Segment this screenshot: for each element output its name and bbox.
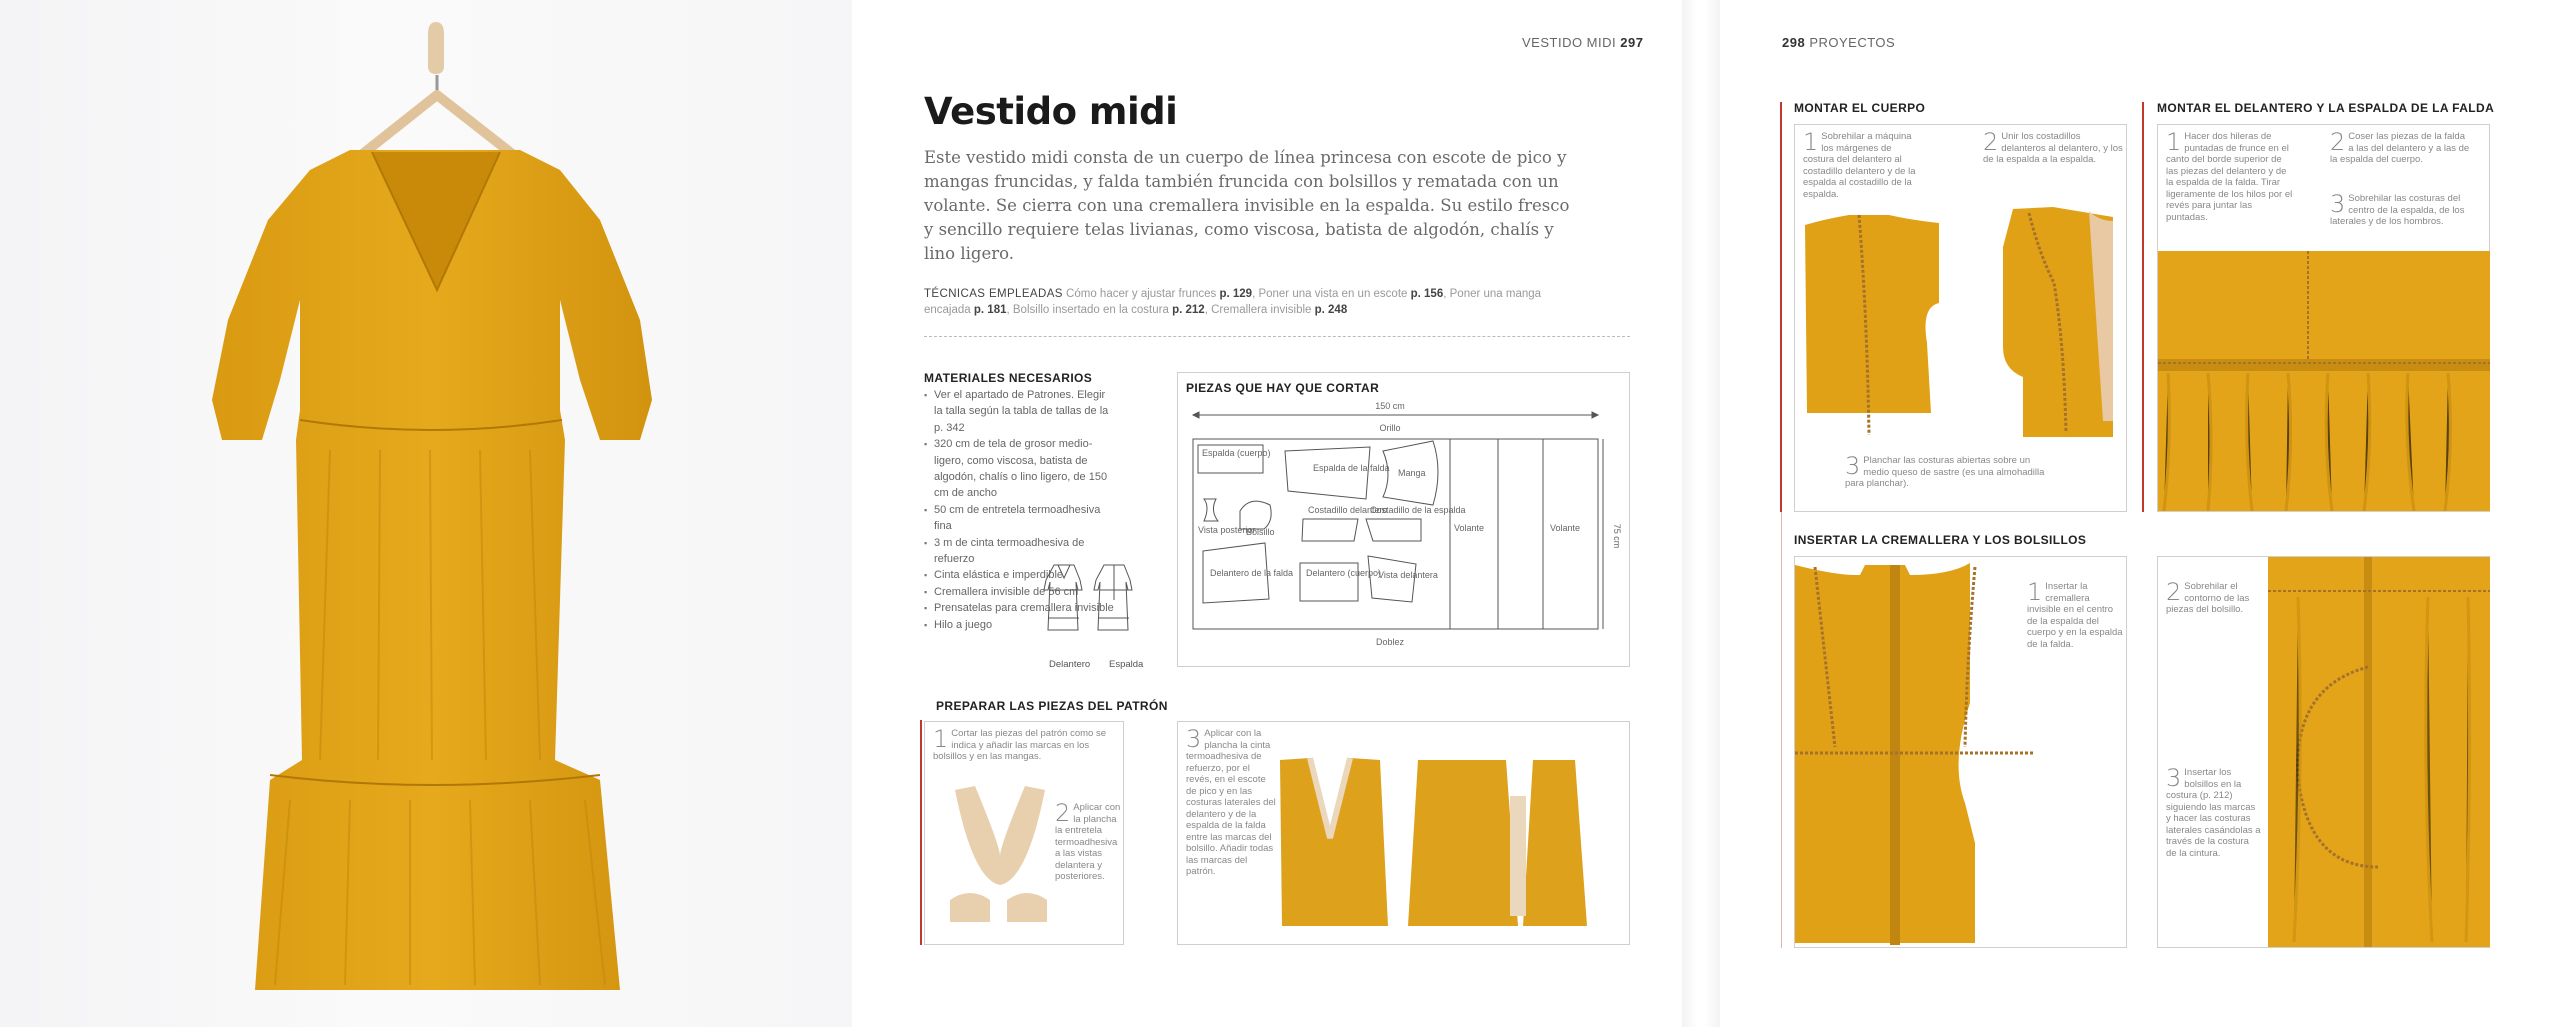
step-number: 2	[1983, 128, 1999, 156]
fold-label: Doblez	[1375, 637, 1405, 647]
step-number: 2	[1055, 799, 1071, 827]
page-297	[852, 0, 1682, 1027]
prep-step-3	[1186, 725, 1276, 878]
step-text: Insertar los bolsillos en la costura (p. 212) siguiendo las marcas y hacer las costuras laterales casándolas a través de la costura de la cintura.	[2166, 767, 2261, 859]
pocket-step-2	[2166, 578, 2261, 616]
list-item: ▪ 3 m de cinta termoadhesiva de refuerzo	[924, 535, 1114, 568]
bodice-step-2	[1983, 128, 2123, 166]
step-text: Sobrehilar a máquina los márgenes de costura del delantero al costadillo delantero y de la espalda al costadillo de la espalda.	[1803, 131, 1916, 200]
skirt-step-1	[2166, 128, 2296, 223]
step-text: Planchar las costuras abiertas sobre un medio queso de sastre (es una almohadilla para planchar).	[1845, 455, 2045, 489]
step-text: Insertar la cremallera invisible en el centro de la espalda del cuerpo y en la espalda de la falda.	[2027, 581, 2123, 650]
selvedge-label: Orillo	[1379, 423, 1401, 433]
piece-label: Manga	[1398, 468, 1426, 478]
piece-label: Bolsillo	[1246, 527, 1275, 537]
step-text: Unir los costadillos delanteros al delantero, y los de la espalda a la espalda.	[1983, 131, 2123, 165]
technique-text: Bolsillo insertado en la costura	[1012, 304, 1169, 316]
step-number: 1	[1803, 128, 1819, 156]
section-divider	[924, 336, 1630, 337]
step-text: Hacer dos hileras de puntadas de frunce en el canto del borde superior de las piezas del delantero y de la espalda de la falda. Tirar ligeramente de los hilos por el revés para juntar las puntadas.	[2166, 131, 2293, 223]
prep-title: PREPARAR LAS PIEZAS DEL PATRÓN	[936, 699, 1168, 713]
pocket-step-3	[2166, 764, 2261, 859]
techniques-used: TÉCNICAS EMPLEADAS Cómo hacer y ajustar frunces p. 129, Poner una vista en un escote p. 156, Poner una manga encajada p. 181, Bolsillo insertado en la costura p. 212, Cremallera invisible p. 248	[924, 288, 1542, 316]
step-text: Cortar las piezas del patrón como se indica y añadir las marcas en los bolsillos y en las mangas.	[933, 728, 1106, 762]
sketch-label-front: Delantero	[1049, 659, 1091, 670]
step-number: 3	[2330, 190, 2346, 218]
prep-step-1	[933, 725, 1113, 763]
running-head-title: VESTIDO MIDI	[1522, 35, 1617, 50]
width-label: 150 cm	[1375, 401, 1405, 411]
skirt-gathers-image	[2158, 251, 2490, 511]
section-title-skirt: MONTAR EL DELANTERO Y LA ESPALDA DE LA FALDA	[2157, 101, 2495, 115]
technique-text: Cómo hacer y ajustar frunces	[1066, 288, 1217, 300]
dress-image	[0, 0, 852, 1027]
page-number: 297	[1620, 35, 1644, 50]
zip-image	[1795, 557, 2035, 947]
bodice-step-3	[1845, 452, 2045, 490]
section-marker	[2142, 102, 2144, 512]
zip-box	[1794, 556, 2127, 948]
intro-paragraph: Este vestido midi consta de un cuerpo de línea princesa con escote de pico y mangas fruncidas, y falda también fruncida con bolsillos y rematada con un volante. Se cierra con una cremallera invisible en la espalda. Su estilo fresco y sencillo requiere telas livianas, como viscosa, batista de algodón, chalís y lino ligero.	[924, 148, 1570, 263]
piece-label: Volante	[1550, 523, 1581, 533]
bodice-step-1	[1803, 128, 1923, 200]
page-fold	[1682, 0, 1720, 1027]
step-number: 3	[1845, 452, 1861, 480]
step-number: 1	[2166, 128, 2182, 156]
zip-step-1	[2027, 578, 2123, 650]
prep-box-1	[924, 721, 1124, 945]
technique-text: Cremallera invisible	[1211, 304, 1312, 316]
section-marker	[920, 720, 922, 945]
step-text: Aplicar con la plancha la entretela termoadhesiva a las vistas delantera y posteriores.	[1055, 802, 1121, 882]
step-number: 3	[1186, 725, 1202, 753]
step-number: 2	[2330, 128, 2346, 156]
length-label: 75 cm	[1612, 523, 1622, 549]
list-item: ▪ Prensatelas para cremallera invisible	[924, 600, 1114, 616]
step-number: 1	[2027, 578, 2043, 606]
running-head-left	[1522, 35, 1643, 50]
page-number: 298	[1782, 35, 1806, 50]
technique-page: p. 156	[1410, 288, 1444, 300]
technique-page: p. 129	[1219, 288, 1253, 300]
list-item: ▪ Cremallera invisible de 56 cm	[924, 584, 1114, 600]
list-item: ▪ 320 cm de tela de grosor medio-ligero, como viscosa, batista de algodón, chalís o lino ligero, de 150 cm de ancho	[924, 436, 1114, 502]
bodice-seams-image	[1799, 199, 2124, 439]
technique-page: p. 248	[1314, 304, 1348, 316]
pocket-image	[2268, 557, 2490, 947]
technique-page: p. 212	[1172, 304, 1205, 316]
section-line	[1781, 512, 1782, 948]
piece-label: Vista posterior	[1198, 525, 1256, 535]
prep-step-2	[1055, 799, 1123, 883]
section-title-zip: INSERTAR LA CREMALLERA Y LOS BOLSILLOS	[1794, 533, 2087, 547]
list-item: ▪ Cinta elástica e imperdible	[924, 567, 1114, 583]
piece-label: Vista delantera	[1378, 570, 1438, 580]
page-title: Vestido midi	[924, 90, 1178, 133]
page-298	[1720, 0, 2560, 1027]
pocket-box	[2157, 556, 2490, 948]
running-head-title: PROYECTOS	[1809, 35, 1896, 50]
section-marker	[1780, 102, 1782, 512]
section-title-bodice: MONTAR EL CUERPO	[1794, 101, 1926, 115]
piece-label: Delantero (cuerpo)	[1306, 568, 1382, 578]
skirt-box	[2157, 124, 2490, 512]
technique-text: Poner una vista en un escote	[1258, 288, 1408, 300]
dress-sketch	[1042, 560, 1162, 655]
technique-page: p. 181	[973, 304, 1007, 316]
skirt-step-3	[2330, 190, 2470, 228]
piece-label: Costadillo delantero	[1308, 505, 1388, 515]
taped-pieces-image	[1278, 756, 1628, 942]
piece-label: Volante	[1454, 523, 1485, 533]
cutting-diagram	[1188, 401, 1623, 661]
materials-title: MATERIALES NECESARIOS	[924, 371, 1093, 385]
piece-label: Costadillo de la espalda	[1370, 505, 1466, 515]
dress-photo	[0, 0, 852, 1027]
techniques-label: TÉCNICAS EMPLEADAS	[924, 288, 1063, 300]
sketch-label-back: Espalda	[1109, 659, 1144, 670]
step-text: Sobrehilar las costuras del centro de la espalda, de los laterales y de los hombros.	[2330, 193, 2465, 227]
piece-label: Espalda (cuerpo)	[1202, 448, 1271, 458]
bodice-box	[1794, 124, 2127, 512]
step-text: Aplicar con la plancha la cinta termoadhesiva de refuerzo, por el revés, en el escote de pico y en las costuras laterales del delantero y de la espalda de la falda entre las marcas del bolsillo. Añadir todas las marcas del patrón.	[1186, 728, 1276, 877]
step-text: Coser las piezas de la falda a las del delantero y a las de la espalda del cuerpo.	[2330, 131, 2470, 165]
cutting-layout-box	[1177, 372, 1630, 667]
step-number: 2	[2166, 578, 2182, 606]
cutting-title: PIEZAS QUE HAY QUE CORTAR	[1186, 381, 1380, 395]
piece-label: Espalda de la falda	[1313, 463, 1390, 473]
skirt-step-2	[2330, 128, 2470, 166]
technique-text: Poner una manga encajada	[924, 288, 1542, 316]
facings-image	[945, 782, 1055, 932]
prep-box-2	[1177, 721, 1630, 945]
running-head-right	[1782, 35, 1895, 50]
list-item: ▪ 50 cm de entretela termoadhesiva fina	[924, 502, 1114, 535]
piece-label: Delantero de la falda	[1210, 568, 1294, 578]
step-number: 1	[933, 725, 949, 753]
list-item: ▪ Ver el apartado de Patrones. Elegir la talla según la tabla de tallas de la p. 342	[924, 387, 1114, 436]
step-number: 3	[2166, 764, 2182, 792]
list-item: ▪ Hilo a juego	[924, 617, 1114, 633]
step-text: Sobrehilar el contorno de las piezas del bolsillo.	[2166, 581, 2250, 615]
